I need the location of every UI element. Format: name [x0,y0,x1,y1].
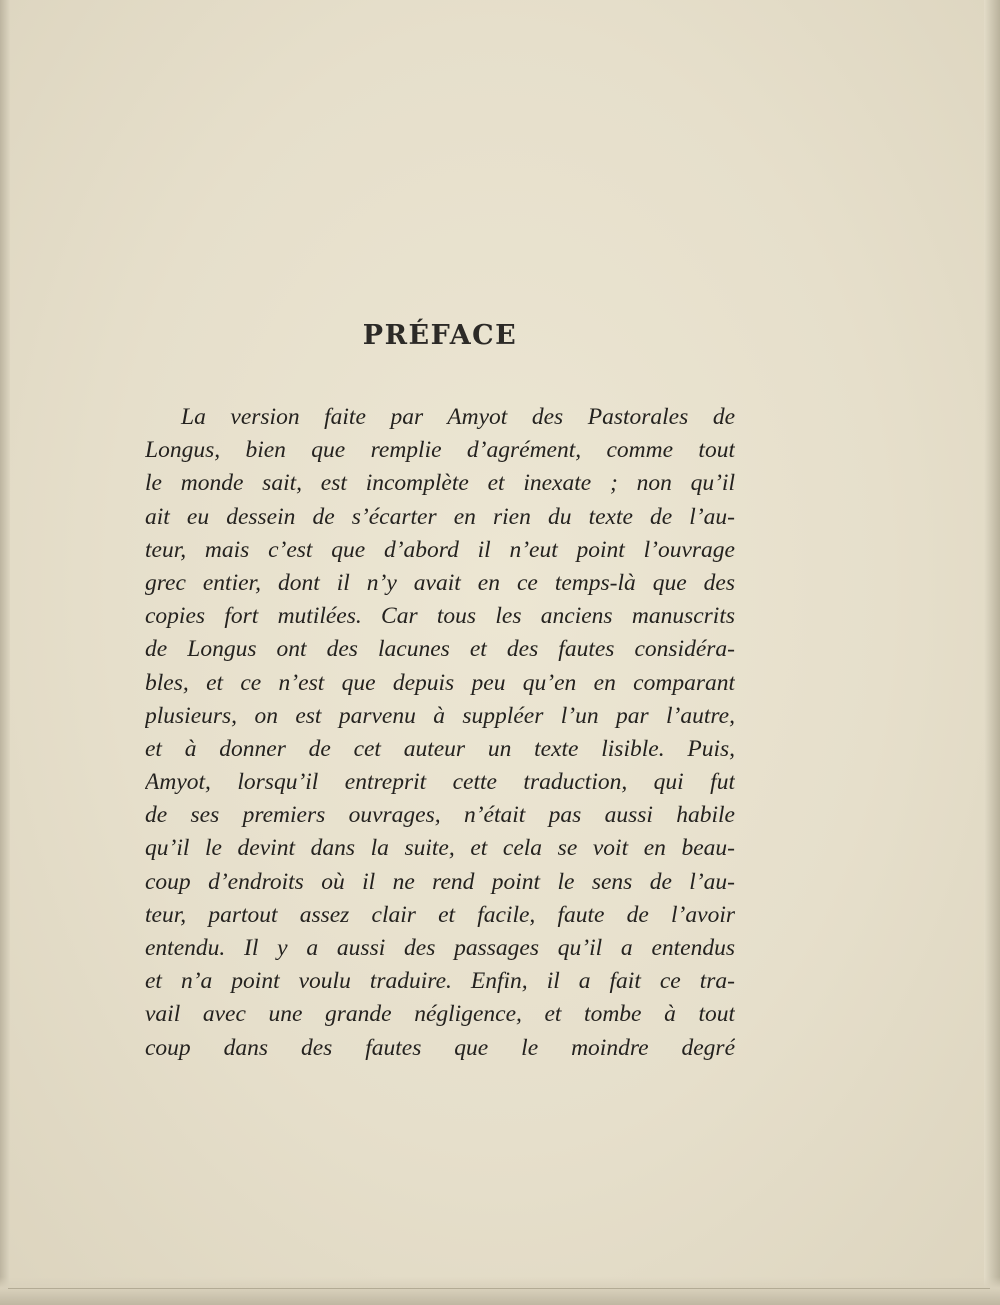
text-line: coup dans des fautes que le moindre degré [145,1034,735,1061]
page-right-edge [984,0,1000,1305]
text-line: et à donner de cet auteur un texte lisible. Puis, [145,735,735,762]
text-line: teur, mais c’est que d’abord il n’eut point l’ouvrage [145,536,735,563]
text-line: qu’il le devint dans la suite, et cela se voit en beau- [145,835,735,862]
page-bottom-edge [0,1277,1000,1305]
text-line: entendu. Il y a aussi des passages qu’il a entendus [145,935,735,961]
text-line: Amyot, lorsqu’il entreprit cette traduction, qui fut [145,769,735,796]
text-line: teur, partout assez clair et facile, faute de l’avoir [145,901,735,928]
text-line: La version faite par Amyot des Pastorales de [181,404,735,430]
text-line: plusieurs, on est parvenu à suppléer l’un par l’autre, [145,702,735,729]
page-edge-line [8,1288,990,1289]
text-line: ait eu dessein de s’écarter en rien du texte de l’au- [145,503,735,530]
preface-text [145,401,735,1065]
text-line: vail avec une grande négligence, et tombe à tout [145,1001,735,1028]
text-line: coup d’endroits où il ne rend point le sens de l’au- [145,868,735,895]
text-line: Longus, bien que remplie d’agrément, comme tout [145,437,735,464]
page-left-edge [0,0,10,1305]
text-line: de ses premiers ouvrages, n’était pas aussi habile [145,802,735,829]
text-line: de Longus ont des lacunes et des fautes considéra- [145,636,735,663]
text-line: bles, et ce n’est que depuis peu qu’en en comparant [145,669,735,696]
text-line: grec entier, dont il n’y avait en ce temps-là que des [145,569,735,596]
text-line: et n’a point voulu traduire. Enfin, il a fait ce tra- [145,968,735,995]
text-line: copies fort mutilées. Car tous les anciens manuscrits [145,603,735,630]
text-line: le monde sait, est incomplète et inexate ; non qu’il [145,470,735,497]
page-title: PRÉFACE [362,320,518,351]
